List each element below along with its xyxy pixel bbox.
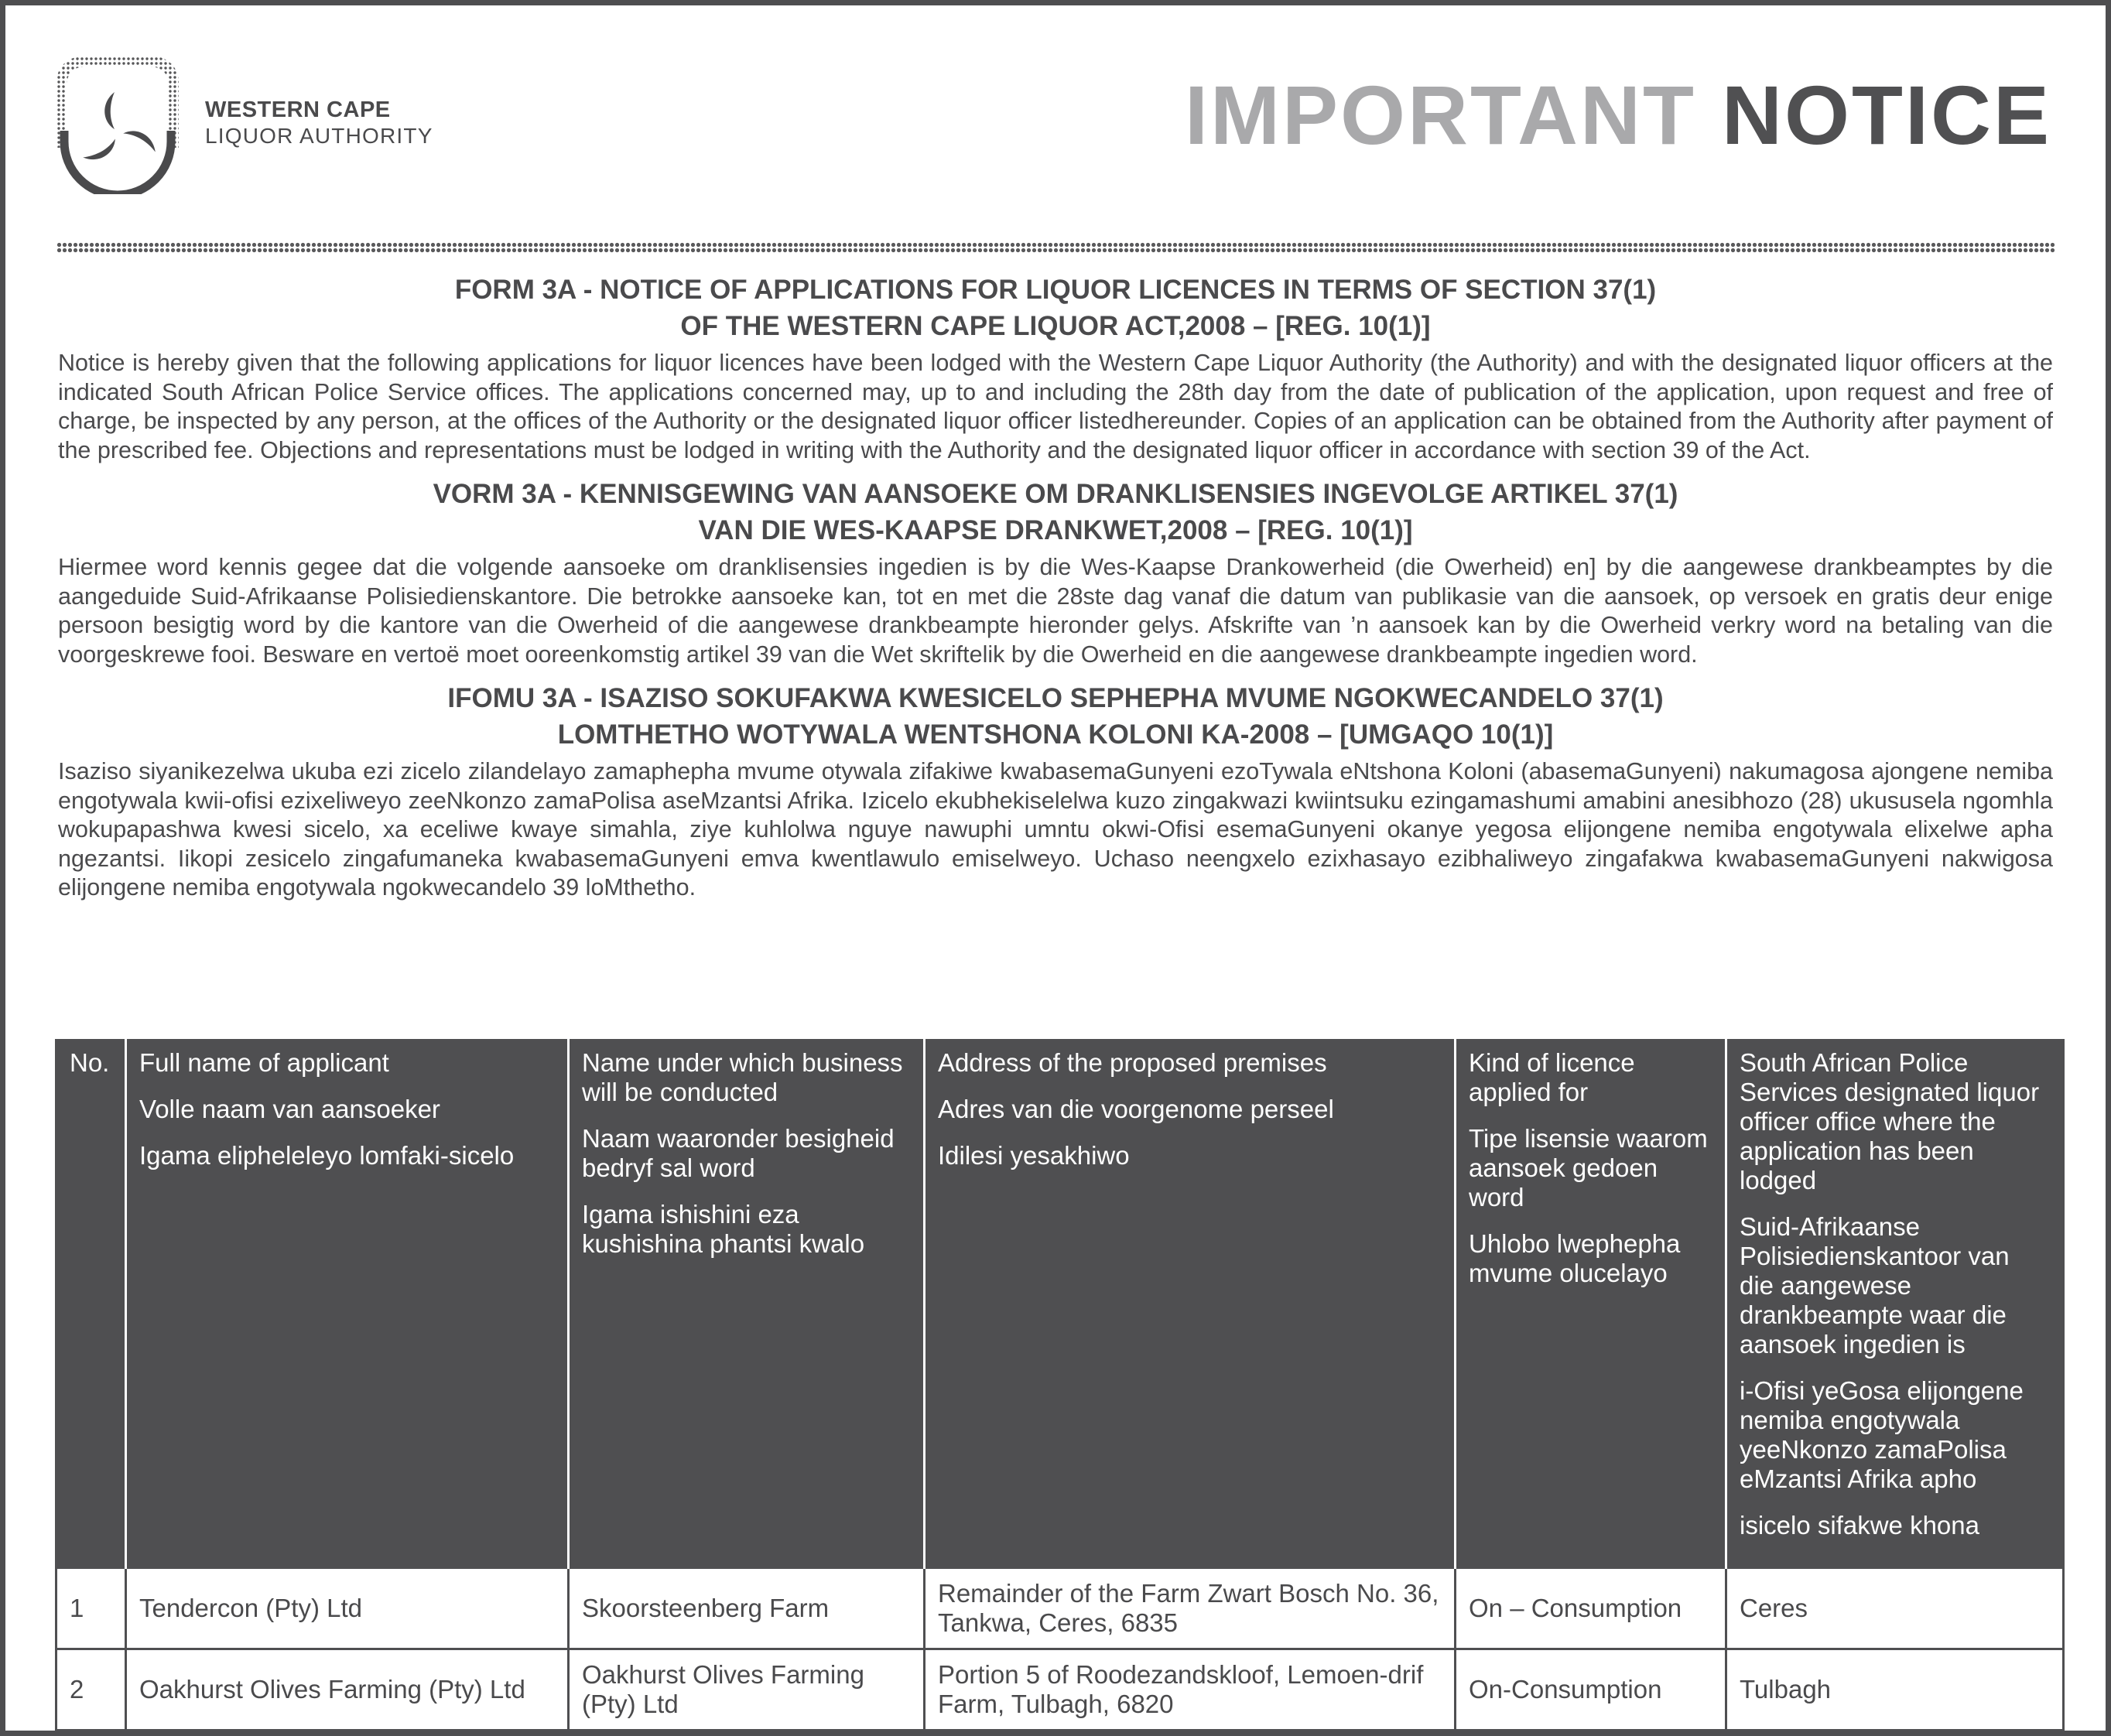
table-row: [56, 1568, 2064, 1649]
cell-address: Remainder of the Farm Zwart Bosch No. 36, Tankwa, Ceres, 6835: [925, 1568, 1456, 1649]
header-address: Address of the proposed premises Adres van die voorgenome perseel Idilesi yesakhiwo: [925, 1039, 1456, 1568]
section-body: Notice is hereby given that the following applications for liquor licences have been lodged with the Western Cape Liquor Authority (the Authority) and with the designated liquor officers at the indicated South African Police Service offices. The applications concerned may, up to and including the 28th day from the date of publication of the application, upon request and free of charge, be inspected by any person, at the offices of the Authority or the designated liquor officer listedhereunder. Copies of an application can be obtained from the Authority after payment of the prescribed fee. Objections and representations must be lodged in writing with the Authority and the designated liquor officer in accordance with section 39 of the Act.: [58, 350, 2053, 463]
dotted-divider: [56, 242, 2055, 253]
header-applicant: Full name of applicant Volle naam van aansoeker Igama elipheleleyo lomfaki-sicelo: [126, 1039, 569, 1568]
liquor-authority-logo-icon: [56, 56, 179, 194]
section-heading: FORM 3A - NOTICE OF APPLICATIONS FOR LIQUOR LICENCES IN TERMS OF SECTION 37(1) OF THE WESTERN CAPE LIQUOR ACT,2008 – [REG. 10(1)]: [454, 275, 1657, 341]
notice-content: [58, 272, 2053, 914]
applications-table: [55, 1039, 2065, 1731]
header-business-name: Name under which business will be conducted Naam waaronder besigheid bedryf sal word Igama ishishini eza kushishina phantsi kwalo: [569, 1039, 925, 1568]
notice-title: [1185, 68, 2051, 162]
header-licence-kind: Kind of licence applied for Tipe lisensie waarom aansoek gedoen word Uhlobo lwephepha mvume olucelayo: [1456, 1039, 1726, 1568]
cell-applicant: Tendercon (Pty) Ltd: [126, 1568, 569, 1649]
notice-title-word-2: NOTICE: [1721, 68, 2051, 162]
header-no: No.: [56, 1039, 126, 1568]
cell-police-office: Tulbagh: [1726, 1649, 2064, 1731]
section-heading: VORM 3A - KENNISGEWING VAN AANSOEKE OM DRANKLISENSIES INGEVOLGE ARTIKEL 37(1) VAN DIE WES-KAAPSE DRANKWET,2008 – [REG. 10(1)]: [433, 479, 1678, 545]
cell-business-name: Skoorsteenberg Farm: [569, 1568, 925, 1649]
cell-no: 1: [56, 1568, 126, 1649]
logo-line-1: WESTERN CAPE: [205, 97, 391, 122]
section-body: Isaziso siyanikezelwa ukuba ezi zicelo zilandelayo zamaphepha mvume otywala zifakiwe kwabasemaGunyeni ezoTywala eNtshona Koloni (abasemaGunyeni) nakumagosa ajongene nemiba engotywala kwii-ofisi ezixeliweyo zeeNkonzo zamaPolisa aseMzantsi Afrika. Izicelo ekubhekiselelwa kuzo zingakwazi kwiintsuku ezingamashumi amabini anesibhozo (28) ukususela ngomhla wokupapashwa kwesi sicelo, xa eceliwe kwaye simahla, ziye kuhlolwa nguye nawuphi umntu okwi-Ofisi esemaGunyeni okanye yegosa elijongene nemiba engotywala elixelwe apha ngezantsi. Iikopi zesicelo zingafumaneka kwabasemaGunyeni emva kwentlawulo emiselweyo. Uchaso neengxelo ezixhasayo ezibhaliweyo zingafakwa kwabasemaGunyeni nakwigosa elijongene nemiba engotywala ngokwecandelo 39 loMthetho.: [58, 758, 2053, 900]
cell-licence-kind: On – Consumption: [1456, 1568, 1726, 1649]
header-police-office: South African Police Services designated liquor officer office where the application has been lodged Suid-Afrikaanse Polisiedienskantoor van die aangewese drankbeampte waar die aansoek ingedien is i-Ofisi yeGosa elijongene nemiba engotywala yeeNkonzo zamaPolisa eMzantsi Afrika apho isicelo sifakwe khona: [1726, 1039, 2064, 1568]
notice-title-word-1: IMPORTANT: [1185, 68, 1696, 162]
cell-police-office: Ceres: [1726, 1568, 2064, 1649]
logo-line-2: LIQUOR AUTHORITY: [205, 124, 433, 149]
cell-applicant: Oakhurst Olives Farming (Pty) Ltd: [126, 1649, 569, 1731]
logo-wordmark: [205, 97, 433, 149]
cell-licence-kind: On-Consumption: [1456, 1649, 1726, 1731]
table-header-row: [56, 1039, 2064, 1568]
table-row: [56, 1649, 2064, 1731]
cell-no: 2: [56, 1649, 126, 1731]
section-heading: IFOMU 3A - ISAZISO SOKUFAKWA KWESICELO SEPHEPHA MVUME NGOKWECANDELO 37(1) LOMTHETHO WOTYWALA WENTSHONA KOLONI KA-2008 – [UMGAQO 10(1)]: [447, 683, 1664, 750]
cell-business-name: Oakhurst Olives Farming (Pty) Ltd: [569, 1649, 925, 1731]
cell-address: Portion 5 of Roodezandskloof, Lemoen-drif Farm, Tulbagh, 6820: [925, 1649, 1456, 1731]
section-body: Hiermee word kennis gegee dat die volgende aansoeke om dranklisensies ingedien is by die Wes-Kaapse Drankowerheid (die Owerheid) en] by die aangewese drankbeamptes by die aangeduide Suid-Afrikaanse Polisiedienskantore. Die betrokke aansoeke kan, tot en met die 28ste dag vanaf die datum van publikasie van die aansoek, op versoek en gratis deur enige persoon besigtig word by die kantore van die Owerheid of die aangewese drankbeampte hieronder gelys. Afskrifte van ’n aansoek kan by die Owerheid verkry word na betaling van die voorgeskrewe fooi. Besware en vertoë moet ooreenkomstig artikel 39 van die Wet skriftelik by die Owerheid en die aangewese drankbeampte ingedien word.: [58, 554, 2053, 668]
